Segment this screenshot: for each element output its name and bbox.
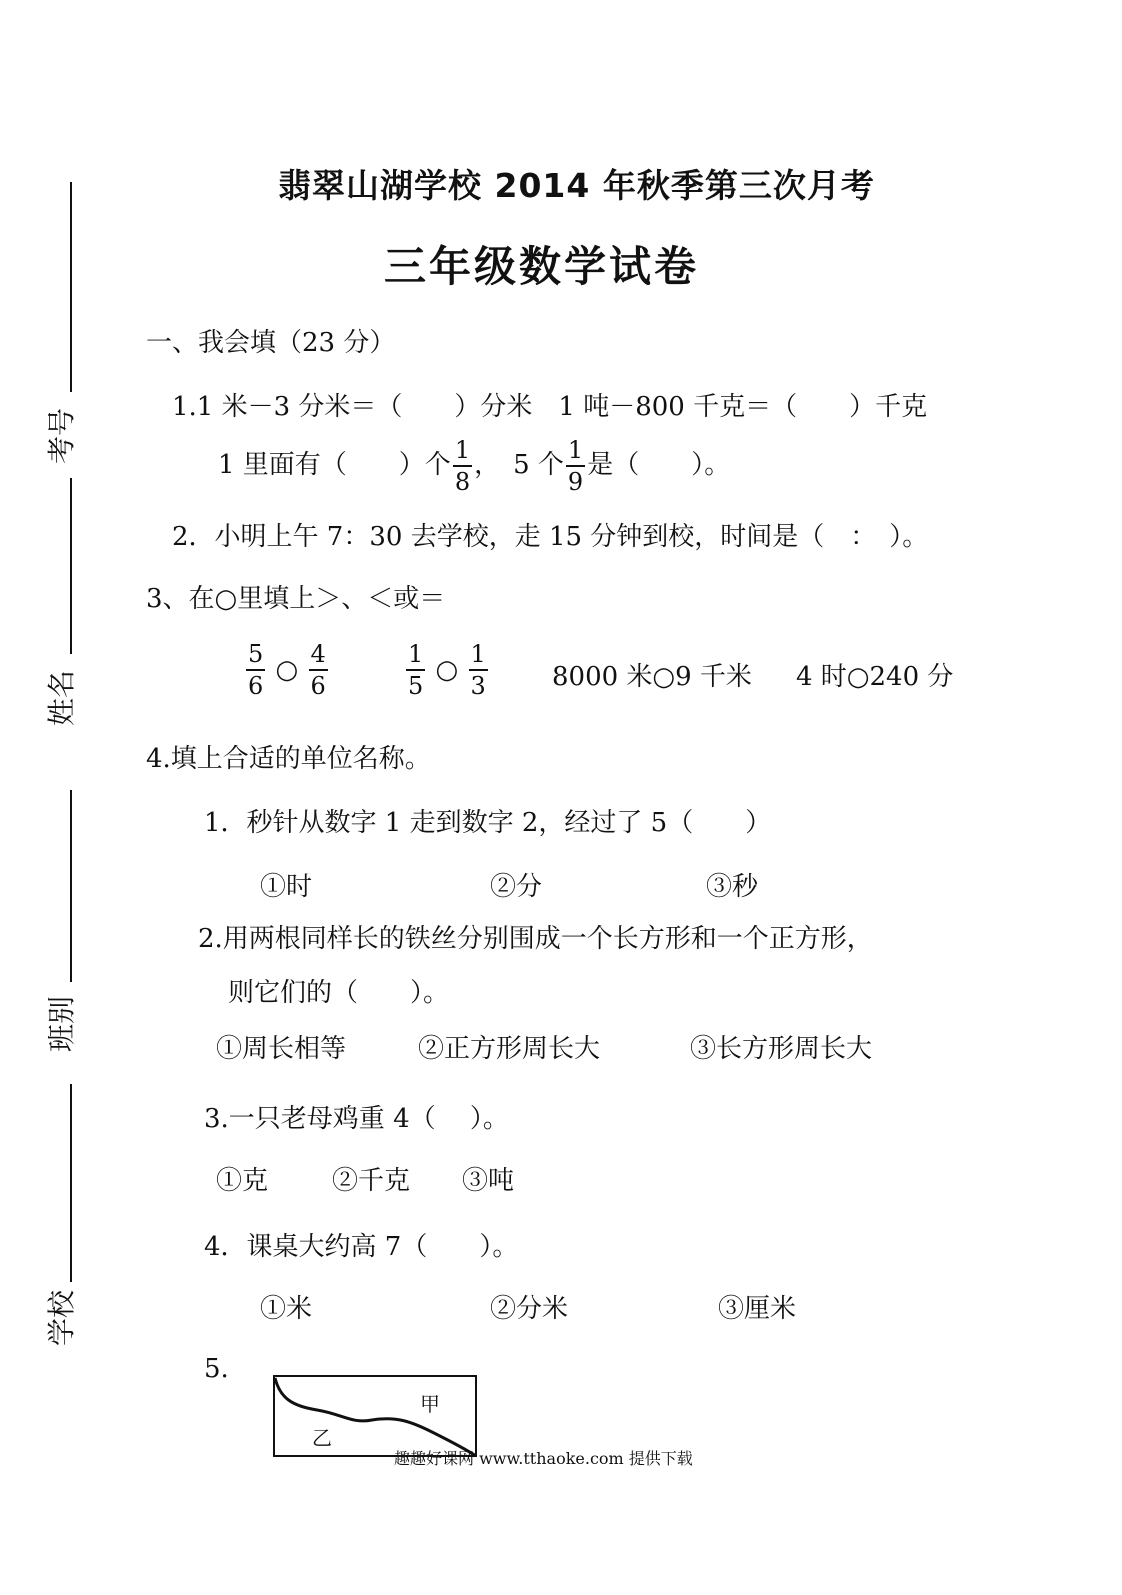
frac-den: 6 xyxy=(310,672,326,700)
q4-3-option-2: ②千克 xyxy=(332,1166,411,1196)
frac-den: 3 xyxy=(470,672,486,700)
compare-item-2 xyxy=(404,642,490,698)
frac-bar xyxy=(406,669,425,671)
question-1-line-2 xyxy=(218,438,730,494)
fraction-1-3 xyxy=(469,642,488,698)
frac-den: 9 xyxy=(567,468,584,496)
footer-text: 趣趣好课网 www.tthaoke.com 提供下载 xyxy=(394,1449,693,1468)
fraction-1-9 xyxy=(566,438,585,494)
frac-bar xyxy=(309,669,328,671)
q4-3-option-3: ③吨 xyxy=(462,1166,515,1196)
q1-text-b: ， 5 个 xyxy=(474,450,564,480)
compare-item-4: 4 时○240 分 xyxy=(796,662,954,692)
section-heading: 一、我会填（23 分） xyxy=(146,328,396,358)
fraction-4-6 xyxy=(309,642,328,698)
frac-num: 1 xyxy=(470,640,486,668)
q4-4-option-2: ②分米 xyxy=(490,1294,569,1324)
school-label: 学校 xyxy=(45,1289,78,1346)
fraction-1-5 xyxy=(406,642,425,698)
figure-label-jia: 甲 xyxy=(420,1392,440,1416)
frac-num: 1 xyxy=(408,640,424,668)
frac-bar xyxy=(453,465,472,467)
frac-bar xyxy=(566,465,585,467)
frac-den: 5 xyxy=(408,672,424,700)
question-4-2-line-1: 2.用两根同样长的铁丝分别围成一个长方形和一个正方形， xyxy=(198,924,873,954)
q1-text-c: 是（ ）。 xyxy=(587,450,731,480)
question-4-4: 4．课桌大约高 7（ ）。 xyxy=(204,1232,519,1262)
question-4-3: 3.一只老母鸡重 4（ ）。 xyxy=(204,1104,509,1134)
class-label: 班别 xyxy=(45,995,78,1052)
frac-num: 1 xyxy=(454,436,471,464)
compare-item-3: 8000 米○9 千米 xyxy=(552,662,752,692)
question-3-heading: 3、在○里填上＞、＜或＝ xyxy=(146,584,446,614)
q4-1-option-2: ②分 xyxy=(490,872,543,902)
question-1-line-1: 1.1 米－3 分米＝（ ）分米 1 吨－800 千克＝（ ）千克 xyxy=(172,392,928,422)
q4-1-option-1: ①时 xyxy=(260,872,313,902)
exam-title: 翡翠山湖学校 2014 年秋季第三次月考 xyxy=(278,166,875,205)
compare-circle: ○ xyxy=(435,655,459,685)
figure-curve xyxy=(275,1378,476,1456)
frac-num: 4 xyxy=(310,640,326,668)
q4-4-option-1: ①米 xyxy=(260,1294,313,1324)
question-4-heading: 4.填上合适的单位名称。 xyxy=(146,744,431,774)
binding-line-name xyxy=(70,478,72,654)
exam-no-label: 考号 xyxy=(45,407,78,464)
frac-den: 6 xyxy=(248,672,264,700)
frac-bar xyxy=(469,669,488,671)
question-4-2-line-2: 则它们的（ ）。 xyxy=(228,978,450,1008)
q4-3-option-1: ①克 xyxy=(216,1166,269,1196)
question-2: 2．小明上午 7：30 去学校，走 15 分钟到校，时间是（ ： ）。 xyxy=(172,522,929,552)
question-5: 5. xyxy=(204,1354,229,1384)
fraction-1-8 xyxy=(453,438,472,494)
figure-border xyxy=(274,1376,476,1456)
compare-circle: ○ xyxy=(275,655,299,685)
binding-line-class xyxy=(70,790,72,982)
frac-den: 8 xyxy=(454,468,471,496)
figure-label-yi: 乙 xyxy=(312,1426,332,1450)
q4-2-option-1: ①周长相等 xyxy=(216,1034,347,1064)
binding-line-exam-no xyxy=(70,182,72,392)
q4-4-option-3: ③厘米 xyxy=(718,1294,797,1324)
question-4-1: 1．秒针从数字 1 走到数字 2，经过了 5（ ） xyxy=(204,808,772,838)
fraction-5-6 xyxy=(246,642,265,698)
binding-line-school xyxy=(70,1084,72,1282)
frac-bar xyxy=(246,669,265,671)
q1-text-a: 1 里面有（ ）个 xyxy=(218,450,451,480)
compare-item-1 xyxy=(244,642,330,698)
q4-2-option-3: ③长方形周长大 xyxy=(690,1034,873,1064)
q4-1-option-3: ③秒 xyxy=(706,872,759,902)
frac-num: 5 xyxy=(248,640,264,668)
q4-2-option-2: ②正方形周长大 xyxy=(418,1034,601,1064)
exam-subtitle: 三年级数学试卷 xyxy=(384,242,700,291)
frac-num: 1 xyxy=(567,436,584,464)
name-label: 姓名 xyxy=(45,669,78,726)
